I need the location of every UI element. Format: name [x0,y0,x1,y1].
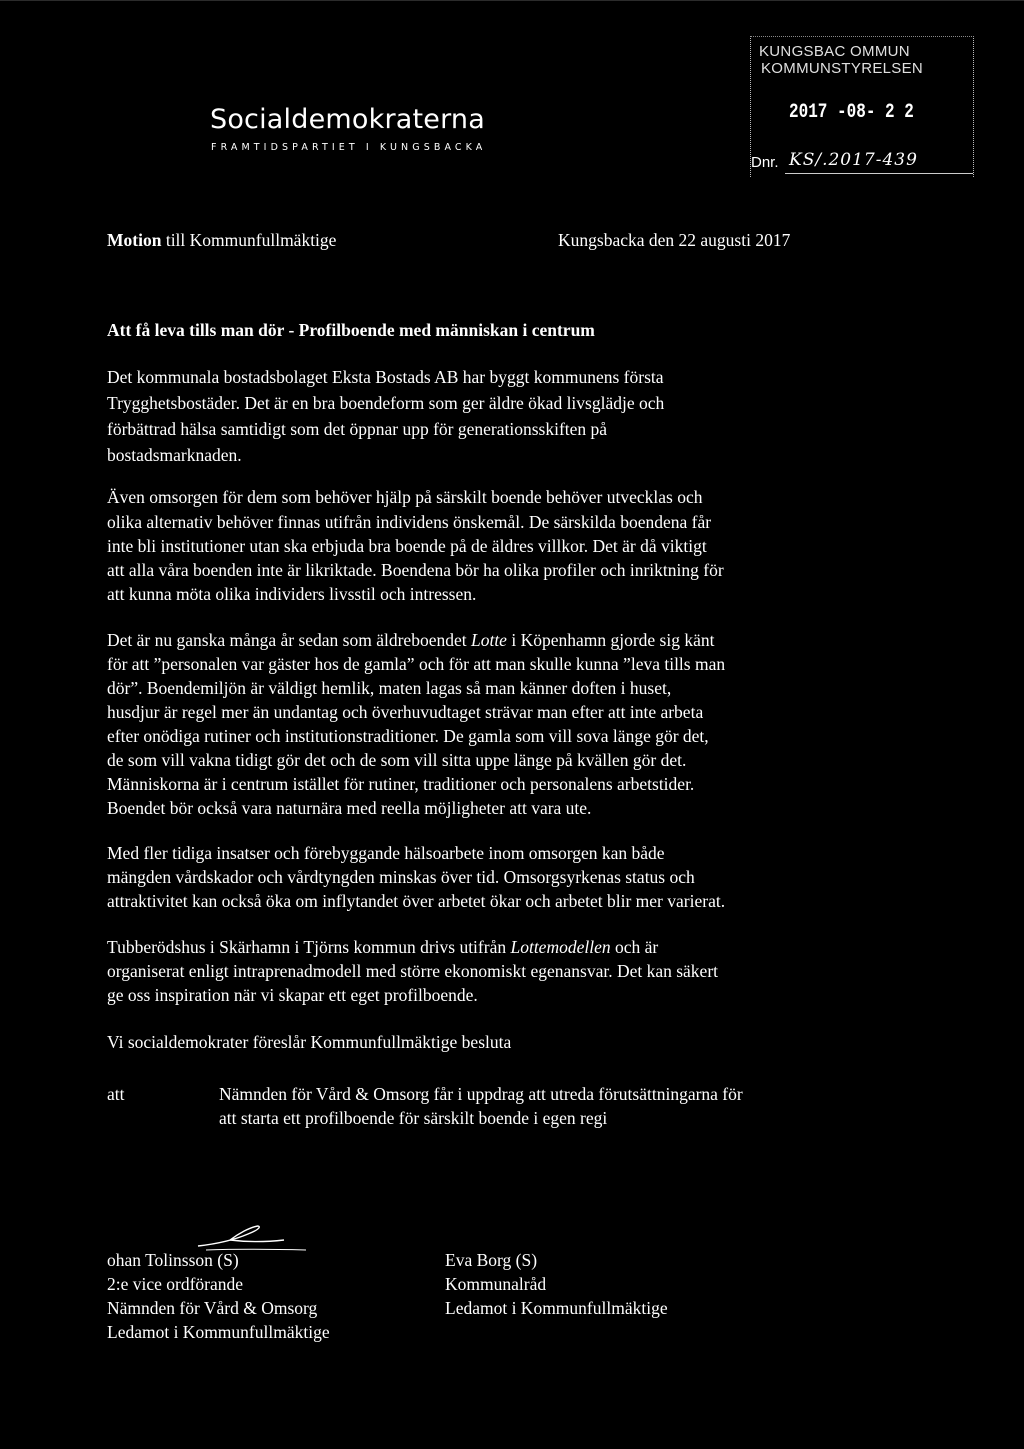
paragraph-3-line-1-b: i Köpenhamn gjorde sig känt [506,630,715,650]
paragraph-5-line-1-b: och är [610,937,659,957]
organization-logo-name: Socialdemokraterna [210,104,485,135]
paragraph-4-line-3: attraktivitet kan också öka om inflytandet över arbetet ökar och arbetet blir mer varierat. [107,891,726,911]
paragraph-3-line-7: Människorna är i centrum istället för rutiner, traditioner och personalens arbetstider. [107,774,695,794]
paragraph-3-line-8: Boendet bör också vara naturnära med reella möjligheter att vara ute. [107,798,592,818]
stamp-base-line [785,173,973,174]
paragraph-5-line-1 [107,936,658,958]
stamp-board: KOMMUNSTYRELSEN [761,60,924,77]
paragraph-3-line-3: dör”. Boendemiljön är väldigt hemlik, maten lagas så man känner doften i huset, [107,678,672,698]
signatory-left-title-1: 2:e vice ordförande [107,1274,244,1294]
proposal-line-2: att starta ett profilboende för särskilt boende i egen regi [219,1108,608,1128]
paragraph-5-line-3: ge oss inspiration när vi skapar ett eget profilboende. [107,985,478,1005]
motion-recipient-text: till Kommunfullmäktige [161,230,337,250]
paragraph-2-line-3: inte bli institutioner utan ska erbjuda bra boende på de äldres villkor. Det är då viktigt [107,536,707,556]
paragraph-3-line-4: husdjur är regel mer än undantag och överhuvudtaget strävar man efter att inte arbeta [107,702,704,722]
organization-tagline: FRAMTIDSPARTIET I KUNGSBACKA [211,142,487,153]
signatory-right-name: Eva Borg (S) [445,1250,538,1270]
paragraph-3-line-2: för att ”personalen var gäster hos de gamla” och för att man skulle kunna ”leva tills man [107,654,726,674]
proposal-label: att [107,1084,125,1104]
paragraph-5-line-2: organiserat enligt intraprenadmodell med större ekonomiskt egenansvar. Det kan säkert [107,961,719,981]
stamp-dnr-label: Dnr. [751,154,779,171]
signatory-left-title-3: Ledamot i Kommunfullmäktige [107,1322,330,1342]
paragraph-3-line-5: efter onödiga rutiner och institutionstraditioner. De gamla som vill sova länge gör det, [107,726,709,746]
stamp-municipality: KUNGSBAC OMMUN [759,43,910,60]
paragraph-3-line-1 [107,629,714,651]
motion-place-date: Kungsbacka den 22 augusti 2017 [558,230,791,250]
paragraph-2-line-1: Även omsorgen för dem som behöver hjälp på särskilt boende behöver utvecklas och [107,487,703,507]
paragraph-3-line-6: de som vill vakna tidigt gör det och de som vill sitta uppe länge på kvällen gör det. [107,750,687,770]
motion-label: Motion [107,230,162,250]
paragraph-6-line-1: Vi socialdemokrater föreslår Kommunfullmäktige besluta [107,1032,512,1052]
paragraph-4-line-1: Med fler tidiga insatser och förebyggande hälsoarbete inom omsorgen kan både [107,843,665,863]
proposal-line-1: Nämnden för Vård & Omsorg får i uppdrag att utreda förutsättningarna för [219,1084,743,1104]
paragraph-1-line-2: Trygghetsbostäder. Det är en bra boendeform som ger äldre ökad livsglädje och [107,393,665,413]
paragraph-3-line-1-a: Det är nu ganska många år sedan som äldreboendet [107,630,471,650]
motion-recipient [107,230,336,251]
signatory-right-title-2: Ledamot i Kommunfullmäktige [445,1298,668,1318]
paragraph-2-line-5: att kunna möta olika individers livsstil och intressen. [107,584,477,604]
scan-edge-rule [0,0,1024,1]
motion-title: Att få leva tills man dör - Profilboende med människan i centrum [107,320,595,340]
paragraph-2-line-4: att alla våra boenden inte är likriktade. Boendena bör ha olika profiler och inriktning för [107,560,724,580]
stamp-date: 2017 -08- 2 2 [789,101,914,124]
lotte-name: Lotte [470,630,507,650]
paragraph-4-line-2: mängden vårdskador och vårdtyngden minskas över tid. Omsorgsyrkenas status och [107,867,695,887]
received-stamp [750,36,974,177]
paragraph-2-line-2: olika alternativ behöver finnas utifrån individens önskemål. De särskilda boendena får [107,512,712,532]
stamp-dnr-value: KS/.2017-439 [789,150,918,170]
signatory-left-title-2: Nämnden för Vård & Omsorg [107,1298,318,1318]
signatory-right-title-1: Kommunalråd [445,1274,547,1294]
lottemodellen-name: Lottemodellen [510,937,611,957]
paragraph-1-line-4: bostadsmarknaden. [107,445,242,465]
paragraph-5-line-1-a: Tubberödshus i Skärhamn i Tjörns kommun drivs utifrån [107,937,511,957]
paragraph-1-line-3: förbättrad hälsa samtidigt som det öppnar upp för generationsskiften på [107,419,608,439]
signatory-left-name: ohan Tolinsson (S) [107,1250,239,1270]
paragraph-1-line-1: Det kommunala bostadsbolaget Eksta Bostads AB har byggt kommunens första [107,367,664,387]
